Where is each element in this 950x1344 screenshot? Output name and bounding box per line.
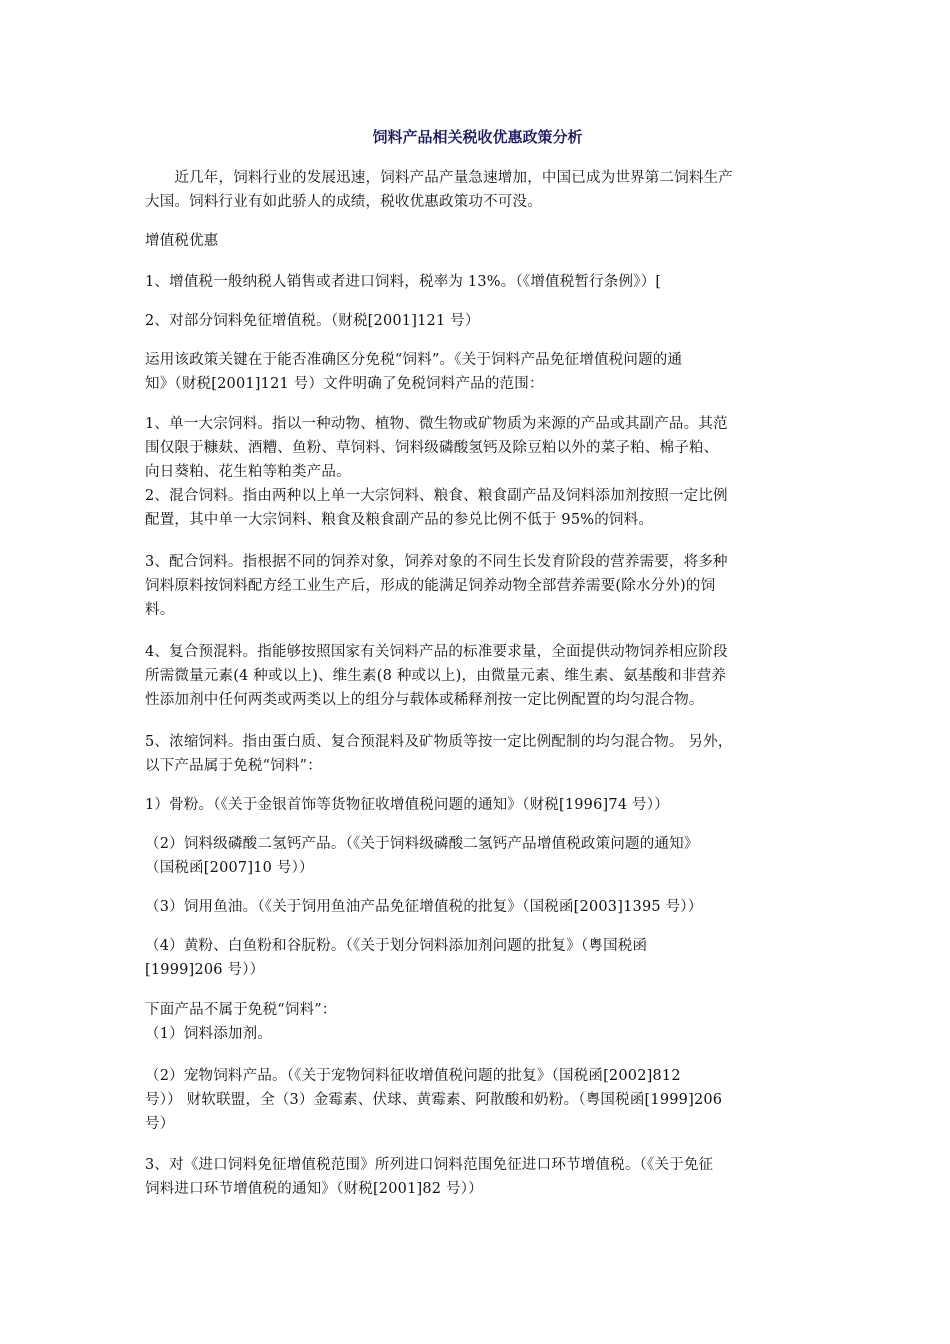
section-heading bbox=[145, 229, 810, 253]
paragraph bbox=[145, 640, 810, 712]
text-line: 2、混合饲料。指由两种以上单一大宗饲料、粮食、粮食副产品及饲料添加剂按照一定比例 bbox=[145, 488, 728, 504]
paragraph bbox=[145, 348, 810, 396]
text-line: 所需微量元素(4 种或以上)、维生素(8 种或以上)，由微量元素、维生素、氨基酸和非营养 bbox=[145, 668, 727, 684]
paragraph bbox=[145, 270, 810, 294]
text-line: （1）饲料添加剂。 bbox=[145, 1026, 273, 1042]
text-line: 3、配合饲料。指根据不同的饲养对象，饲养对象的不同生长发育阶段的营养需要，将多种 bbox=[145, 554, 728, 570]
text-line: 1）骨粉。（《关于金银首饰等货物征收增值税问题的通知》（财税[1996]74 号）） bbox=[145, 797, 669, 813]
text-line: 下面产品不属于免税“饲料”： bbox=[145, 1002, 337, 1018]
text-line: （国税函[2007]10 号）） bbox=[145, 860, 314, 876]
paragraph bbox=[145, 895, 810, 919]
document-title: 饲料产品相关税收优惠政策分析 bbox=[372, 128, 583, 146]
text-line: 配置，其中单一大宗饲料、粮食及粮食副产品的参兑比例不低于 95%的饲料。 bbox=[145, 512, 654, 528]
text-line: 5、浓缩饲料。指由蛋白质、复合预混料及矿物质等按一定比例配制的均匀混合物。 另外， bbox=[145, 734, 733, 750]
text-line: 号） bbox=[145, 1116, 175, 1132]
paragraph bbox=[145, 730, 810, 778]
text-line: （2）饲料级磷酸二氢钙产品。（《关于饲料级磷酸二氢钙产品增值税政策问题的通知》 bbox=[145, 836, 699, 852]
paragraph bbox=[145, 793, 810, 817]
text-line: 性添加剂中任何两类或两类以上的组分与载体或稀释剂按一定比例配置的均匀混合物。 bbox=[145, 692, 704, 708]
text-line: 饲料原料按饲料配方经工业生产后，形成的能满足饲养动物全部营养需要(除水分外)的饲 bbox=[145, 578, 716, 594]
text-line: 4、复合预混料。指能够按照国家有关饲料产品的标准要求量，全面提供动物饲养相应阶段 bbox=[145, 644, 728, 660]
paragraph bbox=[145, 412, 810, 532]
text-line: （2）宠物饲料产品。（《关于宠物饲料征收增值税问题的批复》（国税函[2002]812 bbox=[145, 1068, 681, 1084]
text-line: 饲料进口环节增值税的通知》（财税[2001]82 号）） bbox=[145, 1181, 483, 1197]
paragraph bbox=[145, 1064, 810, 1136]
paragraph bbox=[145, 550, 810, 622]
text-line: （4）黄粉、白鱼粉和谷朊粉。（《关于划分饲料添加剂问题的批复》（粤国税函 bbox=[145, 938, 648, 954]
text-line: 近几年，饲料行业的发展迅速，饲料产品产量急速增加，中国已成为世界第二饲料生产 bbox=[145, 170, 733, 186]
text-line: 增值税优惠 bbox=[145, 233, 219, 249]
text-line: 号）） 财软联盟，全（3）金霉素、伏球、黄霉素、阿散酸和奶粉。（粤国税函[1999]206 bbox=[145, 1092, 723, 1108]
paragraph bbox=[145, 998, 810, 1046]
text-line: 围仅限于糠麸、酒糟、鱼粉、草饲料、饲料级磷酸氢钙及除豆粕以外的菜子粕、棉子粕、 bbox=[145, 440, 719, 456]
paragraph bbox=[145, 832, 810, 880]
paragraph bbox=[145, 309, 810, 333]
text-line: （3）饲用鱼油。（《关于饲用鱼油产品免征增值税的批复》（国税函[2003]1395 号）） bbox=[145, 899, 703, 915]
text-line: 向日葵粕、花生粕等粕类产品。 bbox=[145, 464, 351, 480]
text-line: 3、对《进口饲料免征增值税范围》所列进口饲料范围免征进口环节增值税。（《关于免征 bbox=[145, 1157, 714, 1173]
text-line: 大国。饲料行业有如此骄人的成绩，税收优惠政策功不可没。 bbox=[145, 194, 542, 210]
paragraph bbox=[145, 934, 810, 982]
text-line: 1、增值税一般纳税人销售或者进口饲料，税率为 13%。（《增值税暂行条例》）[ bbox=[145, 274, 662, 290]
intro-paragraph bbox=[145, 166, 810, 214]
text-line: 知》（财税[2001]121 号）文件明确了免税饲料产品的范围： bbox=[145, 376, 544, 392]
text-line: 2、对部分饲料免征增值税。（财税[2001]121 号） bbox=[145, 313, 480, 329]
text-line: 料。 bbox=[145, 602, 175, 618]
text-line: 以下产品属于免税“饲料”： bbox=[145, 758, 322, 774]
text-line: [1999]206 号）） bbox=[145, 962, 265, 978]
text-line: 1、单一大宗饲料。指以一种动物、植物、微生物或矿物质为来源的产品或其副产品。其范 bbox=[145, 416, 728, 432]
text-line: 运用该政策关键在于能否准确区分免税“饲料”。《关于饲料产品免征增值税问题的通 bbox=[145, 352, 683, 368]
paragraph bbox=[145, 1153, 810, 1201]
